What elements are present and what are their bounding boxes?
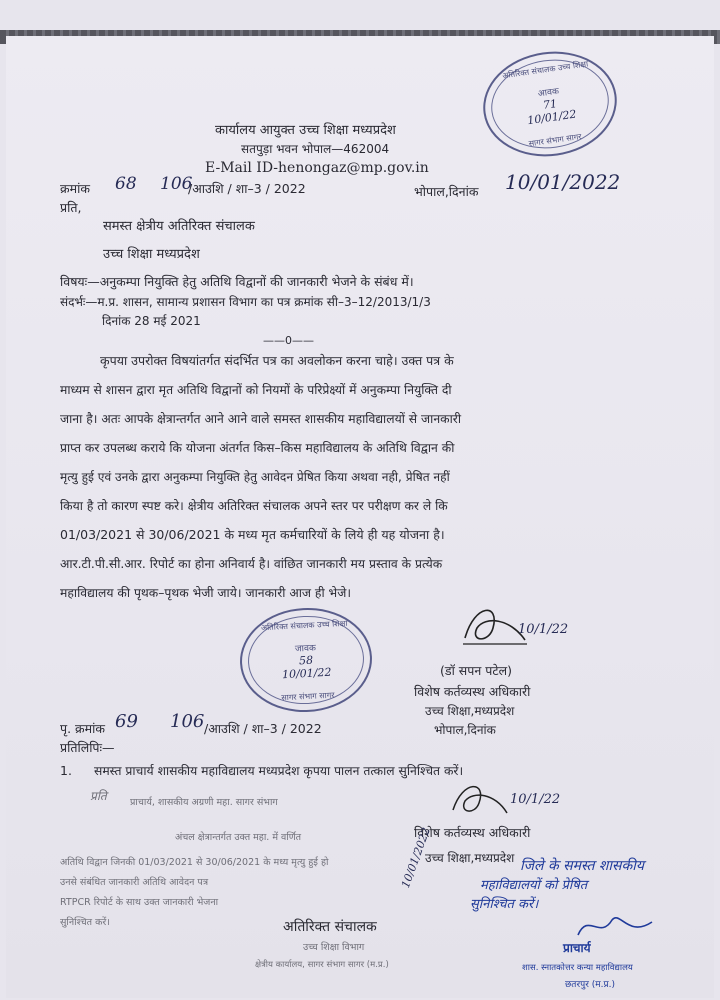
body-line: 01/03/2021 से 30/06/2021 के मध्य मृत कर्मचारियों के लिये ही यह योजना है। bbox=[60, 527, 445, 542]
recipient-line2: उच्च शिक्षा मध्यप्रदेश bbox=[103, 247, 200, 262]
forward-line: RTPCR रिपोर्ट के साथ उक्त जानकारी भेजना bbox=[60, 897, 219, 908]
forward-line: उनसे संबंधित जानकारी अतिथि आवेदन पत्र bbox=[60, 877, 209, 888]
stamp-number: 71 bbox=[542, 96, 558, 112]
forward-line: प्राचार्य, शासकीय अग्रणी महा. सागर संभाग bbox=[130, 797, 278, 808]
body-line: आर.टी.पी.सी.आर. रिपोर्ट का होना अनिवार्य है। वांछित जानकारी मय प्रस्ताव के प्रत्येक bbox=[60, 557, 443, 571]
principal-city: छतरपुर (म.प्र.) bbox=[565, 980, 616, 990]
forward-office-address: क्षेत्रीय कार्यालय, सागर संभाग सागर (म.प्र.) bbox=[255, 960, 389, 970]
recipient-line1: समस्त क्षेत्रीय अतिरिक्त संचालक bbox=[103, 219, 255, 234]
signatory2-department: उच्च शिक्षा,मध्यप्रदेश bbox=[425, 851, 515, 865]
kramank-no1: 68 bbox=[115, 174, 137, 194]
office-title: कार्यालय आयुक्त उच्च शिक्षा मध्यप्रदेश bbox=[215, 123, 396, 138]
forward-office: अतिरिक्त संचालक bbox=[283, 919, 377, 935]
body-line: माध्यम से शासन द्वारा मृत अतिथि विद्वानों को नियमों के परिप्रेक्ष्यों में अनुकम्पा नियुक्ति दी bbox=[60, 383, 452, 397]
stamp-ring-top: अतिरिक्त संचालक उच्च शिक्षा bbox=[501, 59, 589, 81]
stamp-number: 58 bbox=[298, 653, 314, 667]
signatory-name: (डॉ सपन पटेल) bbox=[440, 663, 512, 678]
stamp-ring-bottom: सागर संभाग सागर bbox=[281, 690, 335, 703]
copy-item-text: समस्त प्राचार्य शासकीय महाविद्यालय मध्यप्रदेश कृपया पालन तत्काल सुनिश्चित करें। bbox=[94, 764, 464, 778]
stamp-date: 10/01/22 bbox=[281, 665, 332, 681]
forward-line: सुनिश्चित करें। bbox=[60, 917, 110, 928]
place-date-label: भोपाल,दिनांक bbox=[414, 184, 479, 199]
copy-no1: 69 bbox=[115, 711, 138, 732]
principal-college: शास. स्नातकोत्तर कन्या महाविद्यालय bbox=[522, 963, 633, 973]
body-line: प्राप्त कर उपलब्ध कराये कि योजना अंतर्गत किस–किस महाविद्यालय के अतिथि विद्वान की bbox=[60, 441, 455, 455]
signatory2-designation: विशेष कर्तव्यस्थ अधिकारी bbox=[414, 825, 531, 840]
date-handwritten: 10/01/2022 bbox=[505, 170, 621, 194]
signatory-place-date: भोपाल,दिनांक bbox=[434, 723, 496, 737]
body-line: किया है तो कारण स्पष्ट करे। क्षेत्रीय अतिरिक्त संचालक अपने स्तर पर परीक्षण कर ले कि bbox=[60, 499, 448, 513]
office-address: सतपुड़ा भवन भोपाल—462004 bbox=[241, 142, 390, 156]
stamp-ring-bottom: सागर संभाग सागर bbox=[528, 131, 583, 149]
kramank-label: क्रमांक bbox=[60, 181, 90, 196]
divider: ——0—— bbox=[263, 334, 314, 347]
blue-note-line: जिले के समस्त शासकीय bbox=[520, 858, 644, 874]
kramank-rest: /आउशि / शा–3 / 2022 bbox=[188, 181, 306, 196]
signature-date-2: 10/1/22 bbox=[510, 792, 561, 807]
body-line: जाना है। अतः आपके क्षेत्रान्तर्गत आने आने वाले समस्त शासकीय महाविद्यालयों से जानकारी bbox=[60, 412, 462, 426]
stamp-label: जावक bbox=[294, 642, 317, 655]
signature-mark-2 bbox=[445, 775, 515, 825]
signatory-designation: विशेष कर्तव्यस्थ अधिकारी bbox=[414, 684, 531, 699]
reference-line1: संदर्भः—म.प्र. शासन, सामान्य प्रशासन विभाग का पत्र क्रमांक सी–3–12/2013/1/3 bbox=[60, 295, 431, 309]
blue-note-line: सुनिश्चित करें। bbox=[470, 897, 539, 912]
body-line: मृत्यु हुई एवं उनके द्वारा अनुकम्पा नियुक्ति हेतु आवेदन प्रेषित किया अथवा नही, प्रेषित नहीं bbox=[60, 470, 450, 484]
blue-note-line: महाविद्यालयों को प्रेषित bbox=[480, 878, 588, 893]
pratilipi-label: प्रतिलिपिः— bbox=[60, 740, 115, 755]
stamp-label: आवक bbox=[537, 86, 560, 100]
forward-office-dept: उच्च शिक्षा विभाग bbox=[303, 942, 365, 953]
stamp-date: 10/01/22 bbox=[526, 106, 578, 127]
signatory-department: उच्च शिक्षा,मध्यप्रदेश bbox=[425, 704, 515, 718]
prati-label: प्रति, bbox=[60, 200, 82, 215]
kramank-no2: 106 bbox=[160, 174, 193, 194]
subject-line: विषयः—अनुकम्पा नियुक्ति हेतु अतिथि विद्वानों की जानकारी भेजने के संबंध में। bbox=[60, 274, 414, 289]
forward-line: अंचल क्षेत्रान्तर्गत उक्त महा. में वर्णित bbox=[175, 832, 302, 843]
body-line: महाविद्यालय की पृथक–पृथक भेजी जाये। जानकारी आज ही भेजे। bbox=[60, 586, 351, 600]
copy-item-number: 1. bbox=[60, 763, 72, 778]
signature-date: 10/1/22 bbox=[518, 622, 569, 637]
forward-prati: प्रति bbox=[90, 789, 107, 803]
forward-line: अतिथि विद्वान जिनकी 01/03/2021 से 30/06/2021 के मध्य मृत्यु हुई हो bbox=[60, 857, 329, 868]
office-email: E-Mail ID-henongaz@mp.gov.in bbox=[205, 160, 429, 176]
body-line: कृपया उपरोक्त विषयांतर्गत संदर्भित पत्र का अवलोकन करना चाहे। उक्त पत्र के bbox=[100, 353, 454, 368]
copy-kramank-label: पृ. क्रमांक bbox=[60, 721, 105, 736]
stamp-ring-top: अतिरिक्त संचालक उच्च शिक्षा bbox=[260, 618, 348, 633]
margin-date-note: 10/01/2022 bbox=[398, 825, 433, 890]
copy-no2: 106 bbox=[170, 711, 205, 732]
copy-kramank-rest: /आउशि / शा–3 / 2022 bbox=[204, 721, 322, 736]
principal-designation: प्राचार्य bbox=[563, 941, 591, 955]
reference-line2: दिनांक 28 मई 2021 bbox=[102, 314, 201, 328]
